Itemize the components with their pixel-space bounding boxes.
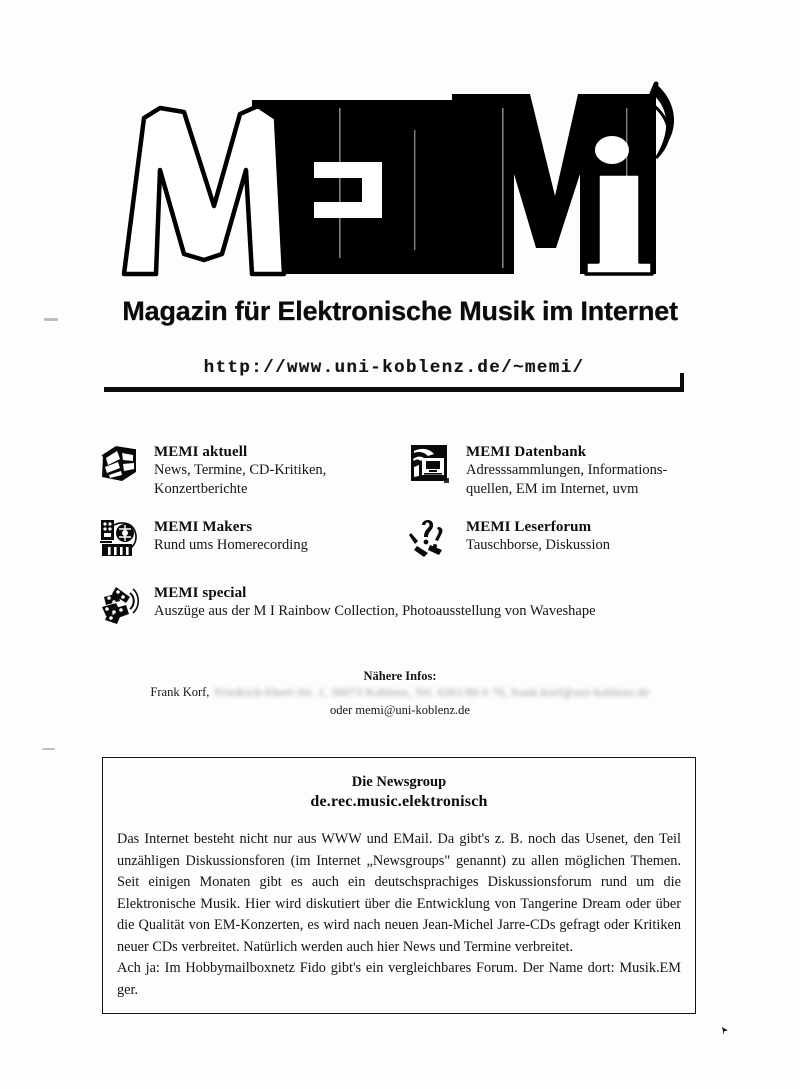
menu-item-memi-aktuell[interactable] — [96, 442, 408, 499]
menu-item-title: MEMI aktuell — [154, 444, 248, 460]
scan-artifact-left-lower — [42, 748, 55, 750]
menu-item-memi-datenbank[interactable] — [408, 442, 716, 499]
menu-item-memi-special[interactable] — [96, 583, 716, 627]
url-underline-rule — [104, 387, 684, 392]
menu-row — [96, 517, 716, 561]
question-exclamation-icon — [408, 517, 454, 561]
newsgroup-body — [113, 829, 685, 1001]
computer-database-icon — [408, 442, 454, 486]
url-end-tick — [680, 373, 684, 392]
menu-item-desc-line: Konzertberichte — [154, 481, 248, 497]
newsgroup-box — [102, 757, 696, 1014]
menu-item-text — [154, 442, 326, 499]
contact-heading: Nähere Infos: — [363, 669, 437, 683]
contact-block — [100, 668, 700, 720]
menu-item-desc-line: Adresssammlungen, Informations- — [466, 462, 668, 478]
menu-item-desc-line: Rund ums Homerecording — [154, 537, 308, 553]
menu-item-desc-line: Tauschborse, Diskussion — [466, 537, 610, 553]
newsgroup-heading — [113, 772, 685, 812]
contact-address-redacted: Friedrich-Ebert-Str. 1, 56073 Koblenz, Tel. 0261/80 0 70, frank.korf@uni-koblenz.de — [214, 685, 650, 699]
starburst-icon — [96, 583, 142, 627]
newsgroup-paragraph: Das Internet besteht nicht nur aus WWW und EMail. Da gibt's z. B. noch das Usenet, den Teil unzähligen Diskussionsforen (im Internet „Newsgroups" genannt) zu allen möglichen Themen. Seit einigen Monaten gibt es auch ein deutschsprachiges Diskussionsforum rund um die Elektronische Musik. Hier wird diskutiert über die Entwicklung von Tangerine Dream oder über die Qualität von EM-Konzerten, es wird nach neuen Jean-Michel Jarre-CDs gefragt oder Kritiken neuer CDs verbreitet. Natürlich werden auch hier News und Termine verbreitet. — [117, 831, 681, 955]
newsgroup-paragraph: Ach ja: Im Hobbymailboxnetz Fido gibt's ein vergleichbares Forum. Der Name dort: Musik.EM ger. — [117, 960, 681, 998]
menu-item-text — [154, 583, 596, 621]
menu-item-text — [154, 517, 308, 555]
menu-item-title: MEMI Datenbank — [466, 444, 587, 460]
menu-item-title: MEMI special — [154, 585, 247, 601]
menu-row — [96, 583, 716, 627]
website-url[interactable]: http://www.uni-koblenz.de/~memi/ — [203, 358, 585, 378]
menu-item-text — [466, 517, 610, 555]
menu-item-desc-line: News, Termine, CD-Kritiken, — [154, 462, 327, 478]
contact-email[interactable]: oder memi@uni-koblenz.de — [330, 703, 470, 717]
menu-row — [96, 442, 716, 499]
newsgroup-heading-label: Die Newsgroup — [351, 774, 447, 790]
menu-item-title: MEMI Leserforum — [466, 519, 592, 535]
memi-logo — [100, 78, 700, 300]
menu-item-desc-line: quellen, EM im Internet, uvm — [466, 481, 639, 497]
website-url-block — [104, 358, 684, 392]
synthesizer-icon — [96, 517, 142, 561]
scan-artifact-bottom-right — [722, 1027, 728, 1035]
menu-item-text — [466, 442, 667, 499]
menu-item-title: MEMI Makers — [154, 519, 253, 535]
menu-item-desc-line: Auszüge aus der M I Rainbow Collection, Photoausstellung von Waveshape — [154, 603, 596, 619]
section-menu — [96, 442, 716, 627]
newspaper-stack-icon — [96, 442, 142, 486]
menu-item-memi-leserforum[interactable] — [408, 517, 716, 561]
tagline: Magazin für Elektronische Musik im Internet — [122, 296, 678, 326]
contact-name: Frank Korf, — [150, 685, 210, 699]
contact-name-line — [100, 684, 700, 701]
newsgroup-name: de.rec.music.elektronisch — [310, 793, 488, 810]
menu-item-memi-makers[interactable] — [96, 517, 408, 561]
